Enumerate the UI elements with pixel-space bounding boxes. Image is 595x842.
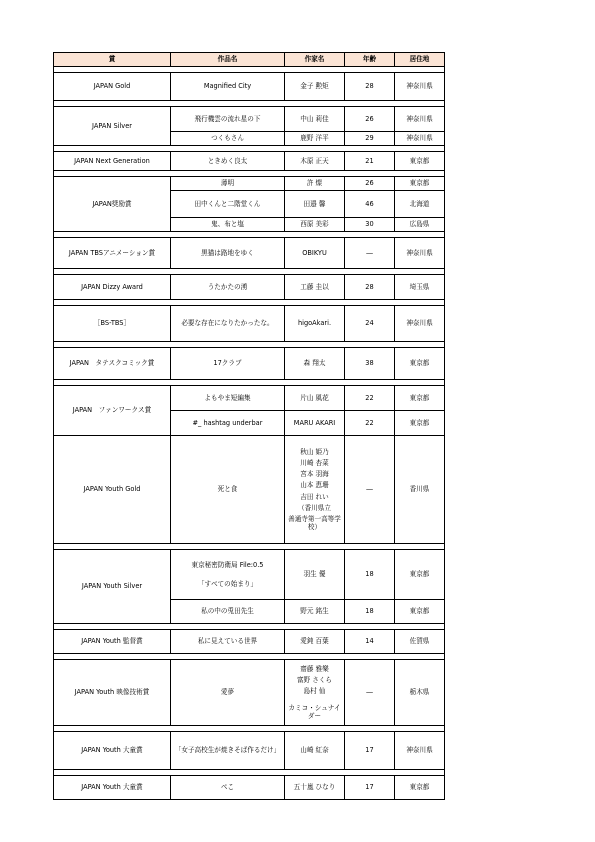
author-cell: 野元 銘生 (285, 600, 345, 624)
author-cell: 木原 正天 (285, 152, 345, 171)
author-cell: 羽生 優 (285, 550, 345, 600)
table-row (54, 107, 445, 132)
age-cell: 28 (345, 73, 395, 101)
table-row (54, 660, 445, 726)
author-cell: 五十嵐 ひなり (285, 776, 345, 800)
award-cell: JAPAN Next Generation (54, 152, 171, 171)
header-award: 賞 (54, 53, 171, 67)
residence-cell: 北海道 (395, 191, 445, 218)
author-name: 善通寺第一高等学校） (288, 514, 341, 532)
work-cell: 愛夢 (171, 660, 285, 726)
residence-cell: 東京都 (395, 600, 445, 624)
award-cell: JAPAN Gold (54, 73, 171, 101)
award-cell: JAPAN Youth 監督賞 (54, 630, 171, 654)
header-row (54, 53, 445, 67)
age-cell: ― (345, 238, 395, 269)
age-cell: 38 (345, 348, 395, 380)
residence-cell: 東京都 (395, 177, 445, 191)
work-cell: 死と食 (171, 436, 285, 544)
award-cell: JAPAN Youth 大童賞 (54, 776, 171, 800)
author-cell: 鹿野 洋平 (285, 132, 345, 146)
author-cell: 工藤 圭以 (285, 275, 345, 300)
work-cell: よもやま短編集 (171, 386, 285, 411)
author-name: 富野 さくら (296, 676, 333, 685)
age-cell: 26 (345, 177, 395, 191)
author-cell: MARU AKARI (285, 411, 345, 436)
table-row (54, 732, 445, 770)
age-cell: 18 (345, 600, 395, 624)
residence-cell: 神奈川県 (395, 73, 445, 101)
work-cell: 鬼、布と塩 (171, 218, 285, 232)
award-cell: ［BS-TBS］ (54, 306, 171, 342)
residence-cell: 香川県 (395, 436, 445, 544)
age-cell: 14 (345, 630, 395, 654)
work-cell: うたかたの湧 (171, 275, 285, 300)
work-cell: ときめく良太 (171, 152, 285, 171)
author-list-cell (285, 660, 345, 726)
work-cell: Magnified City (171, 73, 285, 101)
residence-cell: 東京都 (395, 550, 445, 600)
work-cell: 田中くんと二階堂くん (171, 191, 285, 218)
work-cell: 必要な存在になりたかったな。 (171, 306, 285, 342)
table-row (54, 550, 445, 600)
age-cell: 26 (345, 107, 395, 132)
age-cell: 17 (345, 776, 395, 800)
age-cell: 29 (345, 132, 395, 146)
author-name: 齋藤 雅樂 (300, 664, 329, 673)
residence-cell: 東京都 (395, 348, 445, 380)
author-cell: 森 翔太 (285, 348, 345, 380)
work-cell: 「女子高校生が焼きそば作るだけ」 (171, 732, 285, 770)
work-cell: ぺこ (171, 776, 285, 800)
table-row (54, 348, 445, 380)
header-age: 年齢 (345, 53, 395, 67)
header-work: 作品名 (171, 53, 285, 67)
author-name: 山本 恵珊 (300, 481, 329, 490)
author-name: カミコ・シュナイダー (288, 703, 341, 720)
work-title-line: 「すべての始まり」 (197, 579, 258, 588)
award-cell: JAPAN Youth Silver (54, 550, 171, 624)
award-cell: JAPAN Youth Gold (54, 436, 171, 544)
residence-cell: 神奈川県 (395, 132, 445, 146)
award-cell: JAPAN TBSアニメーション賞 (54, 238, 171, 269)
work-cell (171, 550, 285, 600)
table-row (54, 436, 445, 544)
author-cell: 山崎 紅奈 (285, 732, 345, 770)
work-cell: 飛行機雲の流れ星の下 (171, 107, 285, 132)
table-row (54, 306, 445, 342)
residence-cell: 神奈川県 (395, 306, 445, 342)
header-residence: 居住地 (395, 53, 445, 67)
age-cell: 30 (345, 218, 395, 232)
author-name: 宮本 羽海 (300, 470, 329, 479)
age-cell: 24 (345, 306, 395, 342)
table-row (54, 73, 445, 101)
residence-cell: 埼玉県 (395, 275, 445, 300)
table-row (54, 630, 445, 654)
age-cell: 18 (345, 550, 395, 600)
work-title-line: 東京秘密防衛局 File:0.5 (191, 561, 264, 570)
author-cell: 中山 莉佳 (285, 107, 345, 132)
author-name: 吉田 れい (300, 492, 329, 501)
residence-cell: 神奈川県 (395, 107, 445, 132)
award-cell: JAPAN タテスクコミック賞 (54, 348, 171, 380)
age-cell: 17 (345, 732, 395, 770)
work-cell: 薄明 (171, 177, 285, 191)
award-cell: JAPAN Dizzy Award (54, 275, 171, 300)
residence-cell: 神奈川県 (395, 732, 445, 770)
residence-cell: 東京都 (395, 776, 445, 800)
table-row (54, 776, 445, 800)
residence-cell: 栃木県 (395, 660, 445, 726)
award-cell: JAPAN Silver (54, 107, 171, 146)
author-name: 川崎 杏菜 (300, 458, 329, 467)
age-cell: ― (345, 436, 395, 544)
author-cell: 愛鈍 百葉 (285, 630, 345, 654)
work-cell: 私の中の兎田先生 (171, 600, 285, 624)
age-cell: 22 (345, 411, 395, 436)
table-row (54, 177, 445, 191)
table-row (54, 238, 445, 269)
residence-cell: 東京都 (395, 152, 445, 171)
award-cell: JAPAN Youth 大童賞 (54, 732, 171, 770)
author-cell: 金子 勲矩 (285, 73, 345, 101)
table-row (54, 152, 445, 171)
residence-cell: 広島県 (395, 218, 445, 232)
residence-cell: 神奈川県 (395, 238, 445, 269)
awards-table (53, 52, 445, 800)
author-name: （香川県立 (298, 503, 331, 512)
author-name: 島村 仙 (303, 687, 326, 696)
work-cell: #_ hashtag underbar (171, 411, 285, 436)
award-cell: JAPAN Youth 映像技術賞 (54, 660, 171, 726)
work-cell: 黒猫は路地をゆく (171, 238, 285, 269)
author-name: 秋山 姫乃 (300, 447, 329, 456)
age-cell: ― (345, 660, 395, 726)
table-row (54, 275, 445, 300)
residence-cell: 東京都 (395, 411, 445, 436)
author-cell: 田邉 馨 (285, 191, 345, 218)
author-cell: higoAkari. (285, 306, 345, 342)
age-cell: 28 (345, 275, 395, 300)
work-cell: つくもさん (171, 132, 285, 146)
age-cell: 21 (345, 152, 395, 171)
author-cell: 西原 美彩 (285, 218, 345, 232)
header-author: 作家名 (285, 53, 345, 67)
award-cell: JAPAN奨励賞 (54, 177, 171, 232)
table-row (54, 386, 445, 411)
work-cell: 私に見えている世界 (171, 630, 285, 654)
residence-cell: 佐賀県 (395, 630, 445, 654)
author-cell: 許 燦 (285, 177, 345, 191)
author-cell: OBIKYU (285, 238, 345, 269)
work-cell: 17クラブ (171, 348, 285, 380)
author-list-cell (285, 436, 345, 544)
age-cell: 22 (345, 386, 395, 411)
residence-cell: 東京都 (395, 386, 445, 411)
author-cell: 片山 風花 (285, 386, 345, 411)
award-cell: JAPAN ファンワークス賞 (54, 386, 171, 436)
age-cell: 46 (345, 191, 395, 218)
